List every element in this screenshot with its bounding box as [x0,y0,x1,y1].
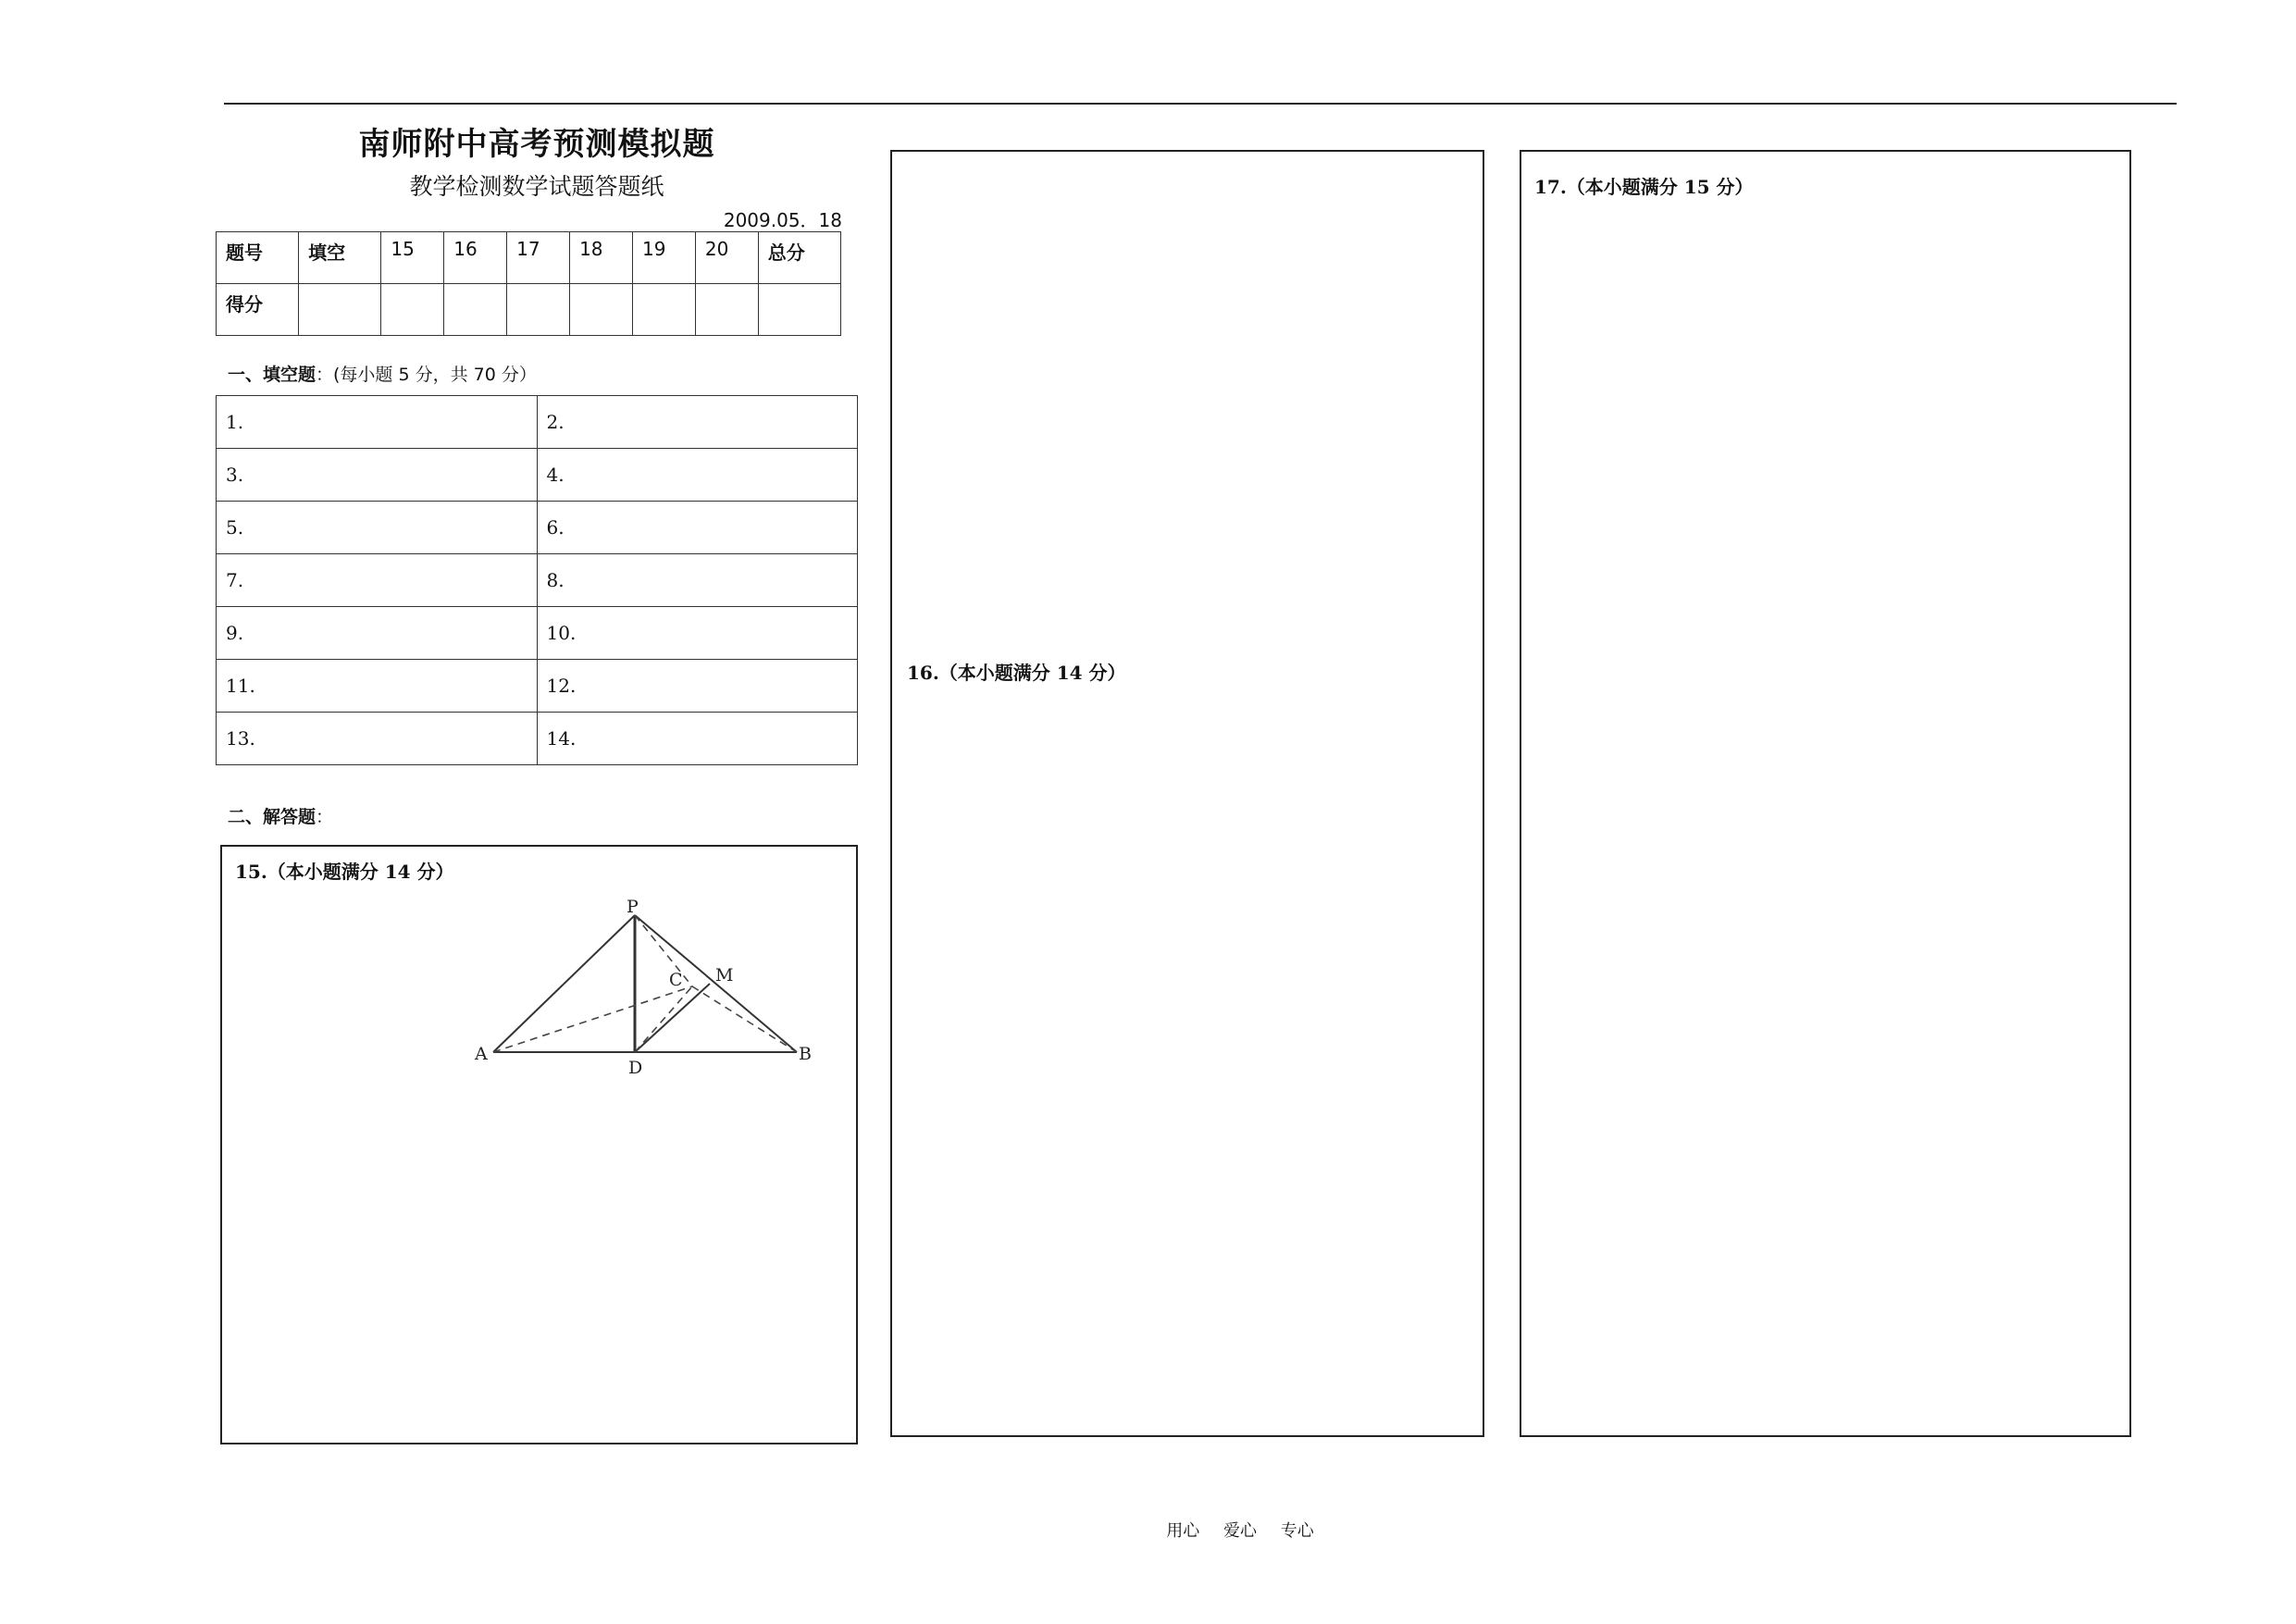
q16-label: 16.（本小题满分 14 分） [907,662,1126,684]
answer-cell-14: 14. [537,713,858,765]
exam-subtitle: 教学检测数学试题答题纸 [409,173,664,200]
score-table-header-row [217,232,841,284]
q15-geometry-figure [467,898,819,1083]
label-b: B [799,1044,812,1064]
score-cell [632,284,695,336]
answer-cell-6: 6. [537,502,858,554]
score-table-score-row [217,284,841,336]
q15-label: 15.（本小题满分 14 分） [235,861,454,883]
score-cell [695,284,758,336]
answer-cell-4: 4. [537,449,858,502]
table-row [217,554,858,607]
score-table [216,231,841,336]
section1-note: ：(每小题 5 分，共 70 分） [316,365,537,385]
edge-pa [493,915,635,1052]
answer-cell-5: 5. [217,502,538,554]
score-header-cell: 18 [570,232,633,284]
answer-cell-2: 2. [537,396,858,449]
score-cell [381,284,444,336]
table-row [217,660,858,713]
dashed-ac [493,986,692,1052]
score-header-cell: 16 [444,232,507,284]
answer-cell-1: 1. [217,396,538,449]
section2-title: 二、解答题 [228,807,316,827]
score-header-cell: 17 [507,232,570,284]
score-row-label: 得分 [217,284,299,336]
label-m: M [715,965,734,986]
answer-cell-7: 7. [217,554,538,607]
answer-cell-12: 12. [537,660,858,713]
fill-in-answer-table [216,395,858,765]
label-a: A [475,1044,488,1064]
score-header-cell: 19 [632,232,695,284]
table-row [217,713,858,765]
score-header-cell: 题号 [217,232,299,284]
score-cell [570,284,633,336]
answer-cell-8: 8. [537,554,858,607]
table-row [217,502,858,554]
answer-cell-9: 9. [217,607,538,660]
answer-cell-11: 11. [217,660,538,713]
top-rule [224,103,2177,105]
score-cell [758,284,840,336]
exam-title: 南师附中高考预测模拟题 [358,126,715,163]
table-row [217,607,858,660]
section1-heading [228,361,537,386]
dashed-dc [635,986,692,1052]
answer-cell-10: 10. [537,607,858,660]
score-header-cell: 15 [381,232,444,284]
score-cell [507,284,570,336]
page-footer: 用心 爱心 专心 [1166,1521,1314,1541]
label-d: D [628,1058,643,1078]
section1-title: 一、填空题 [228,365,316,385]
edge-dm [635,984,710,1052]
q17-answer-box [1520,150,2131,1437]
dashed-pc [635,915,692,986]
table-row [217,449,858,502]
exam-date: 2009.05．18 [723,209,842,231]
score-header-cell: 填空 [299,232,381,284]
score-cell [444,284,507,336]
score-header-cell: 20 [695,232,758,284]
dashed-cb [692,986,797,1052]
answer-cell-13: 13. [217,713,538,765]
q17-label: 17.（本小题满分 15 分） [1534,176,1754,198]
score-header-cell: 总分 [758,232,840,284]
answer-cell-3: 3. [217,449,538,502]
section2-heading [228,803,333,828]
q16-answer-box [890,150,1484,1437]
score-cell [299,284,381,336]
label-p: P [627,898,639,917]
section2-colon: ： [316,807,334,827]
table-row [217,396,858,449]
label-c: C [669,970,683,990]
